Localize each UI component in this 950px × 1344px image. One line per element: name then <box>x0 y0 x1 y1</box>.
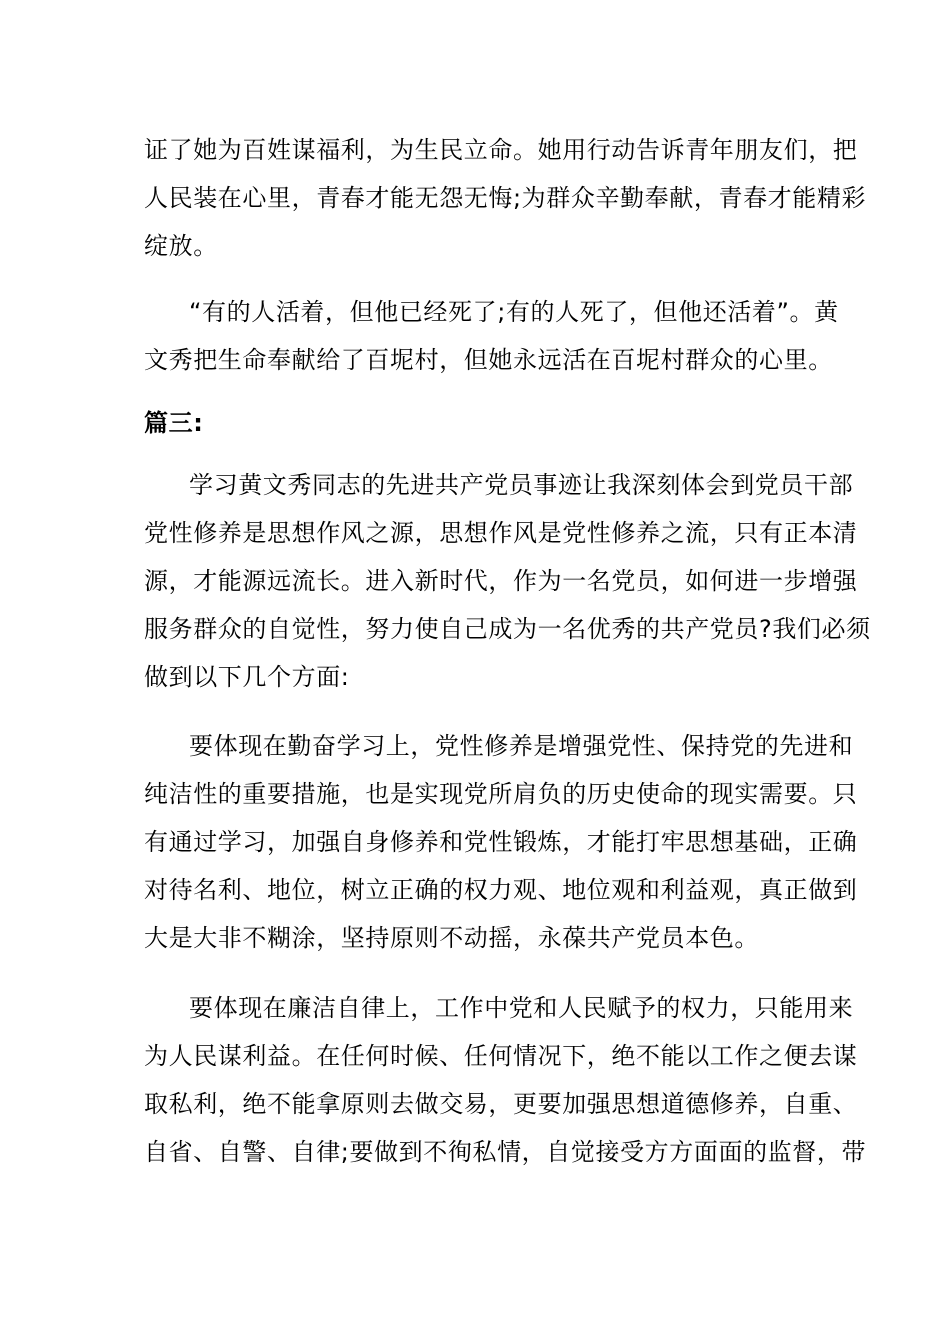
text-line: 为人民谋利益。在任何时候、任何情况下，绝不能以工作之便去谋 <box>144 1042 858 1070</box>
text-line: 证了她为百姓谋福利，为生民立命。她用行动告诉青年朋友们，把 <box>144 136 858 164</box>
paragraph-intro <box>144 461 871 701</box>
text-line: 绽放。 <box>144 232 218 260</box>
text-line: 服务群众的自觉性，努力使自己成为一名优秀的共产党员?我们必须 <box>144 615 871 643</box>
text-line: 大是大非不糊涂，坚持原则不动摇，永葆共产党员本色。 <box>144 924 759 952</box>
text-line: 做到以下几个方面: <box>144 663 350 691</box>
text-line: 党性修养是思想作风之源，思想作风是党性修养之流，只有正本清 <box>144 519 858 547</box>
text-line: 要体现在勤奋学习上，党性修养是增强党性、保持党的先进和 <box>189 732 854 760</box>
section-heading-text: 篇三: <box>144 409 204 437</box>
text-line: 要体现在廉洁自律上，工作中党和人民赋予的权力，只能用来 <box>189 994 854 1022</box>
paragraph-continuation <box>144 126 867 270</box>
section-heading <box>144 399 809 447</box>
text-line: 人民装在心里，青春才能无怨无悔;为群众辛勤奉献，青春才能精彩 <box>144 184 867 212</box>
text-line: 有通过学习，加强自身修养和党性锻炼，才能打牢思想基础，正确 <box>144 828 858 856</box>
text-line: 对待名利、地位，树立正确的权力观、地位观和利益观，真正做到 <box>144 876 858 904</box>
text-line: “有的人活着，但他已经死了;有的人死了，但他还活着”。黄 <box>189 298 839 326</box>
text-line: 自省、自警、自律;要做到不徇私情，自觉接受方方面面的监督，带 <box>144 1138 867 1166</box>
text-line: 源，才能源远流长。进入新时代，作为一名党员，如何进一步增强 <box>144 567 858 595</box>
text-line: 学习黄文秀同志的先进共产党员事迹让我深刻体会到党员干部 <box>189 471 854 499</box>
paragraph-study <box>144 722 858 962</box>
text-line: 文秀把生命奉献给了百坭村，但她永远活在百坭村群众的心里。 <box>144 346 833 374</box>
paragraph-quote <box>144 288 839 384</box>
paragraph-integrity <box>144 984 867 1176</box>
text-line: 纯洁性的重要措施，也是实现党所肩负的历史使命的现实需要。只 <box>144 780 858 808</box>
text-line: 取私利，绝不能拿原则去做交易，更要加强思想道德修养，自重、 <box>144 1090 858 1118</box>
